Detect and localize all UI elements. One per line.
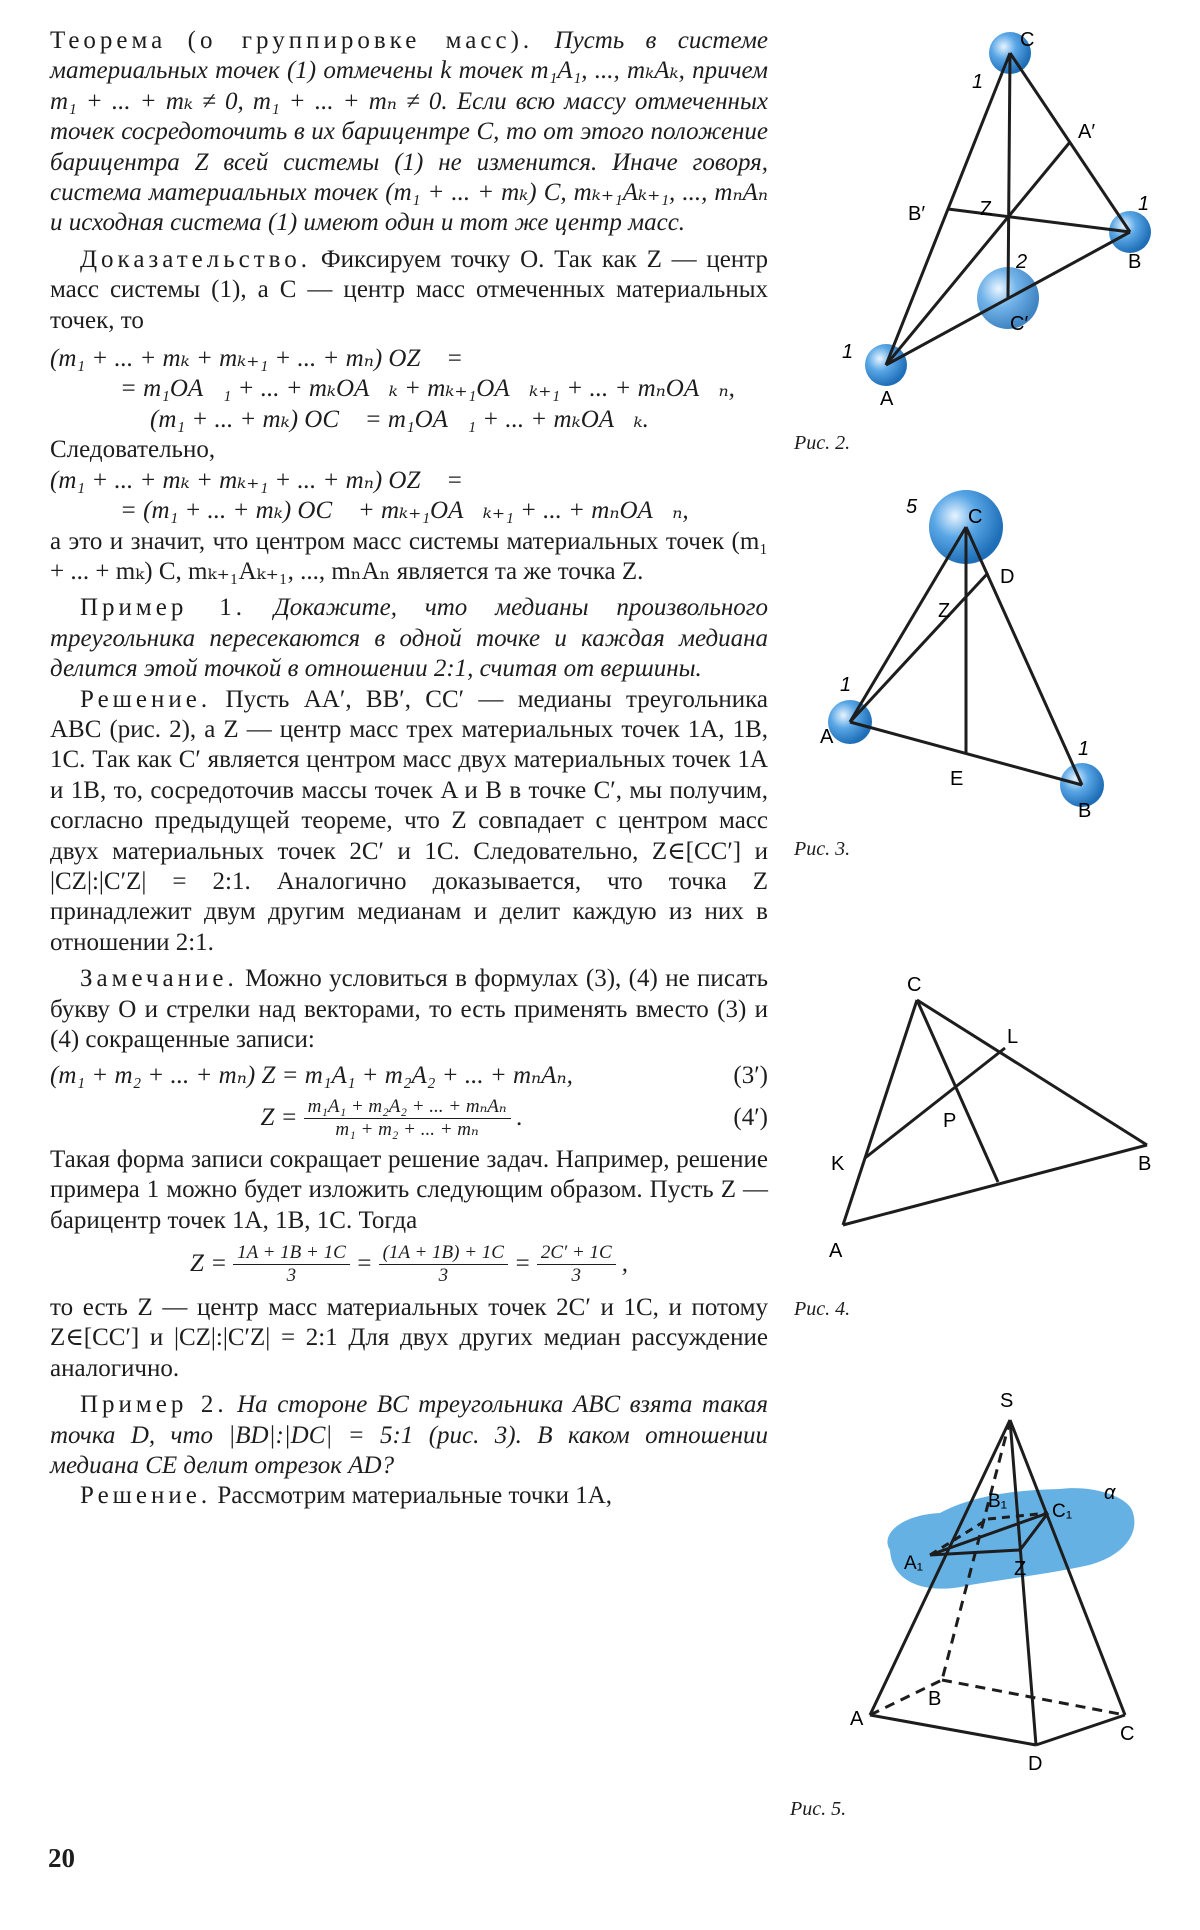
equation-4prime-fraction	[304, 1096, 511, 1141]
remark-text: Можно условиться в формулах (3), (4) не писать букву O и стрелки над векторами, то есть применять вместо (3) и (4) сокращенные записи:	[50, 965, 768, 1053]
fig3-label-b: B	[1078, 800, 1092, 822]
fig5-label-d: D	[1028, 1753, 1043, 1775]
proof-eq3: (m₁ + ... + mₖ) OC⃗ = m₁OA⃗₁ + ... + mₖOA⃗ₖ.	[150, 405, 649, 433]
equation-3prime-body: (m₁ + m₂ + ... + mₙ) Z = m₁A₁ + m₂A₂ + ... + mₙAₙ,	[50, 1062, 573, 1090]
equation-3prime-number: (3′)	[733, 1062, 768, 1090]
fig5-label-z: Z	[1014, 1558, 1027, 1580]
fraction-2-denominator: 3	[438, 1265, 449, 1287]
fig2-label-a-prime: A′	[1078, 121, 1096, 143]
median-bb-prime	[948, 209, 1130, 232]
example2-task-text: На стороне BC треугольника ABC взята такая точка D, что |BD|:|DC| = 5:1 (рис. 3). В каком отношении медиана CE делит отрезок AD?	[50, 1391, 768, 1480]
fig3-mass-c: 5	[906, 496, 918, 518]
side-cb	[966, 527, 1082, 785]
proof-eq1: (m₁ + ... + mₖ + mₖ₊₁ + ... + mₙ) OZ⃗ =	[50, 345, 463, 373]
fig5-label-b1: B₁	[988, 1491, 1008, 1512]
theorem-heading-note: (о группировке масс).	[187, 27, 534, 54]
median-aa-prime	[886, 142, 1070, 365]
fig4-label-a: A	[829, 1240, 843, 1262]
theorem-heading: Теорема	[50, 27, 167, 54]
fig2-label-a: A	[880, 388, 894, 410]
fig5-label-c1: C₁	[1052, 1501, 1073, 1522]
edge-dc	[1036, 1715, 1125, 1745]
fig3-label-z: Z	[938, 600, 951, 622]
proof-eq2: = m₁OA⃗₁ + ... + mₖOA⃗ₖ + mₖ₊₁OA⃗ₖ₊₁ + ... + mₙOA⃗ₙ,	[120, 375, 735, 403]
fig4-label-p: P	[943, 1110, 957, 1132]
proof-conclusion: а это и значит, что центром масс системы материальных точек (m₁ + ... + mₖ) C, mₖ₊₁Aₖ₊₁, ..., mₙAₙ является та же точка Z.	[50, 527, 768, 585]
fig2-label-b: B	[1128, 251, 1142, 273]
fig5-label-a1: A₁	[904, 1553, 924, 1574]
proof-therefore: Следовательно,	[50, 436, 216, 464]
example1-heading: Пример 1.	[80, 594, 246, 622]
figure-2-caption: Рис. 2.	[794, 432, 851, 454]
example1-solution-text: Пусть AA′, BB′, CC′ — медианы треугольника ABC (рис. 2), а Z — центр масс трех материальных точек 1A, 1B, 1C. Так как C′ является центром масс двух материальных точек 1A и 1B, то, сосредоточив массы точек A и B в точке C′, мы получим, согласно предыдущей теореме, что Z совпадает с центром масс двух материальных точек 2C′ и 1C. Следовательно, Z∈[CC′] и |CZ|:|C′Z| = 2:1. Аналогично доказывается, что точка Z принадлежит двум другим медианам и делит каждую из них в отношении 2:1.	[50, 685, 769, 956]
figure-4-triangle	[815, 965, 1175, 1265]
proof-eq4: (m₁ + ... + mₖ + mₖ₊₁ + ... + mₙ) OZ⃗ =	[50, 466, 463, 494]
fig5-label-s: S	[1000, 1390, 1014, 1412]
figure-5-caption: Рис. 5.	[790, 1798, 847, 1820]
fraction-3-numerator: 2C′ + 1C	[537, 1242, 616, 1265]
equation-4prime-numerator: m₁A₁ + m₂A₂ + ... + mₙAₙ	[304, 1096, 511, 1119]
segment-kl	[865, 1048, 1005, 1158]
plane-alpha	[887, 1488, 1134, 1589]
fig3-label-c: C	[968, 506, 983, 528]
example2-task	[50, 1390, 768, 1481]
example2-solution	[50, 1481, 768, 1511]
figure-3-triangle-median	[810, 485, 1180, 825]
equation-4prime-body: Z = $\frac{\text{m₁A₁ + m₂A₂ + ... + mₙAₙ}}{\text{m₁ + m₂ + ... + mₙ}}$ .	[260, 1095, 523, 1140]
remark-after: Такая форма записи сокращает решение задач. Например, решение примера 1 можно будет изложить следующим образом. Пусть Z — барицентр точек 1A, 1B, 1C. Тогда	[50, 1145, 768, 1234]
equation-barycenter-end: ,	[621, 1250, 628, 1278]
fig3-label-d: D	[1000, 566, 1015, 588]
theorem-statement: Пусть в системе материальных точек (1) отмечены k точек m₁A₁, ..., mₖAₖ, причем m₁ + ... + mₖ ≠ 0, m₁ + ... + mₙ ≠ 0. Если всю массу отмеченных точек сосредоточить в их барицентре C, то от этого положение барицентра Z всей системы (1) не изменится. Иначе говоря, система материальных точек (m₁ + ... + mₖ) C, mₖ₊₁Aₖ₊₁, ..., mₙAₙ и исходная система (1) имеют один и тот же центр масс.	[50, 27, 769, 237]
figure-2-median-triangle	[820, 20, 1180, 420]
fig3-mass-a: 1	[840, 674, 852, 696]
side-ca	[850, 527, 966, 722]
text-column	[50, 26, 768, 1512]
figure-3-caption: Рис. 3.	[794, 838, 851, 860]
fig2-mass-a: 1	[842, 341, 854, 363]
figure-4-caption: Рис. 4.	[794, 1298, 851, 1320]
example1-solution	[50, 685, 768, 959]
equation-4prime-denominator: m₁ + m₂ + ... + mₙ	[335, 1118, 479, 1140]
fig2-label-z: Z	[980, 198, 993, 220]
side-ab	[843, 1145, 1147, 1225]
proof-eq5: = (m₁ + ... + mₖ) OC⃗ + mₖ₊₁OA⃗ₖ₊₁ + ... + mₙOA⃗ₙ,	[120, 497, 689, 525]
fig3-mass-b: 1	[1078, 738, 1090, 760]
fig5-label-b: B	[928, 1688, 942, 1710]
fig5-label-a: A	[850, 1708, 864, 1730]
fig2-label-c-prime: C′	[1010, 313, 1029, 335]
equation-4prime	[50, 1096, 768, 1141]
remark-paragraph	[50, 964, 768, 1055]
example2-heading: Пример 2.	[80, 1391, 228, 1419]
fig2-mass-c: 1	[972, 71, 984, 93]
side-ca	[843, 1000, 917, 1225]
fig4-label-b: B	[1138, 1153, 1152, 1175]
example1-task	[50, 593, 768, 684]
fig3-label-a: A	[820, 726, 834, 748]
fraction-2	[379, 1242, 508, 1287]
fraction-3	[537, 1242, 616, 1287]
fig2-label-b-prime: B′	[908, 203, 926, 225]
fraction-1-numerator: 1A + 1B + 1C	[233, 1242, 350, 1265]
fig2-label-c: C	[1020, 29, 1035, 51]
equation-3prime	[50, 1061, 768, 1091]
example1-solution-heading: Решение.	[80, 685, 212, 713]
equation-4prime-number: (4′)	[733, 1104, 768, 1132]
fraction-1	[233, 1242, 350, 1287]
equation-4prime-lhs: Z =	[260, 1104, 298, 1132]
fraction-1-denominator: 3	[286, 1265, 297, 1287]
example2-solution-heading: Решение.	[80, 1482, 212, 1510]
fig3-label-e: E	[950, 768, 964, 790]
remark-final: то есть Z — центр масс материальных точек 2C′ и 1C, и потому Z∈[CC′] и |CZ|:|C′Z| = 2:1 Для двух других медиан рассуждение аналогично.	[50, 1294, 768, 1382]
fig4-label-l: L	[1007, 1026, 1019, 1048]
fig2-mass-c-prime: 2	[1016, 251, 1028, 273]
equation-barycenter-lhs: Z =	[190, 1250, 228, 1278]
fig2-mass-b: 1	[1138, 193, 1150, 215]
equation-barycenter: Z = $\frac{1A + 1B + 1C}{3}$ = $\frac{(1A + 1B) + 1C}{3}$ = $\frac{2C' + 1C}{3}$ ,	[190, 1242, 628, 1287]
page-number: 20	[48, 1843, 75, 1873]
example1-task-text: Докажите, что медианы произвольного треугольника пересекаются в одной точке и каждая медиана делится этой точкой в отношении 2:1, считая от вершины.	[50, 594, 769, 683]
median-cc-prime	[1008, 53, 1010, 298]
figure-5-pyramid-section	[820, 1385, 1180, 1825]
fig4-label-c: C	[907, 974, 922, 996]
proof-intro	[50, 245, 768, 336]
fig4-label-k: K	[831, 1153, 845, 1175]
fig5-label-alpha: α	[1104, 1482, 1116, 1504]
remark-heading: Замечание.	[80, 965, 238, 993]
fraction-2-numerator: (1A + 1B) + 1C	[379, 1242, 508, 1265]
example2-solution-text: Рассмотрим материальные точки 1A,	[217, 1482, 613, 1510]
proof-heading: Доказательство.	[80, 245, 312, 273]
edge-ad	[870, 1715, 1036, 1745]
fraction-3-denominator: 3	[571, 1265, 582, 1287]
proof-intro-text: Фиксируем точку O. Так как Z — центр масс системы (1), а C — центр масс отмеченных материальных точек, то	[50, 245, 769, 334]
fig5-label-c: C	[1120, 1723, 1135, 1745]
theorem-paragraph	[50, 26, 768, 239]
